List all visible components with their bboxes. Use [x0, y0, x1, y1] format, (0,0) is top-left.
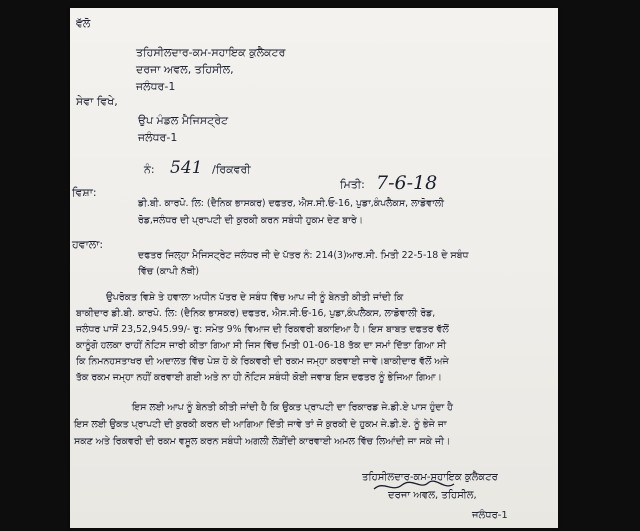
signature-line-1: ਤਹਿਸੀਲਦਾਰ-ਕਮ-ਸਹਾਇਕ ਕੁਲੈਕਟਰ	[362, 472, 498, 483]
para2-line-3: ਸਕਣ ਅਤੇ ਰਿਕਵਰੀ ਦੀ ਰਕਮ ਵਸੂਲ ਕਰਨ ਸਬੰਧੀ ਅਗਲੀ ਲੋੜੀਂਦੀ ਕਾਰਵਾਈ ਅਮਲ ਵਿੱਚ ਲਿਆਂਦੀ ਜਾ ਸਕੇ ਜੀ।	[74, 436, 451, 447]
subject-label: ਵਿਸ਼ਾ:	[72, 186, 97, 199]
from-line-1: ਤਹਿਸੀਲਦਾਰ-ਕਮ-ਸਹਾਇਕ ਕੁਲੈਕਟਰ	[136, 46, 286, 59]
para1-line-3: ਜਲੰਧਰ ਪਾਸੋਂ 23,52,945.99/- ਰੁ: ਸਮੇਤ 9% ਵਿਆਜ ਦੀ ਰਿਕਵਰੀ ਬਕਾਇਆ ਹੈ। ਇਸ ਬਾਬਤ ਦਫਤਰ ਵੱਲੋਂ	[76, 324, 449, 335]
signature-line-2: ਦਰਜਾ ਅਵਲ, ਤਹਿਸੀਲ,	[388, 490, 477, 501]
signature-line-3: ਜਲੰਧਰ-1	[472, 510, 508, 521]
number-suffix: /ਰਿਕਵਰੀ	[212, 163, 251, 176]
letter-number: 541	[170, 158, 203, 178]
para1-line-5: ਕਿ ਨਿਮਨਹਸਤਾਖਰ ਦੀ ਅਦਾਲਤ ਵਿੱਚ ਪੇਸ਼ ਹੋ ਕੇ ਰਿਕਵਰੀ ਦੀ ਰਕਮ ਜਮ੍ਹਾ ਕਰਵਾਈ ਜਾਵੇ।ਬਾਕੀਦਾਰ ਵੱਲੋਂ ਅਜੇ	[76, 356, 449, 367]
number-label: ਨੰ:	[144, 163, 155, 176]
from-line-3: ਜਲੰਧਰ-1	[136, 80, 176, 93]
subject-line-1: ਡੀ.ਬੀ. ਕਾਰਪੋ. ਲਿ: (ਦੈਨਿਕ ਭਾਸਕਰ) ਦਫਤਰ, ਐਸ.ਸੀ.ਓ-16, ਪੁਡਾ,ਕੰਪਲੈਕਸ, ਲਾਡੋਵਾਲੀ	[138, 198, 444, 209]
from-line-2: ਦਰਜਾ ਅਵਲ, ਤਹਿਸੀਲ,	[136, 63, 234, 76]
letter-page	[70, 8, 558, 528]
para1-line-2: ਬਾਕੀਦਾਰ ਡੀ.ਬੀ. ਕਾਰਪੋ. ਲਿ: (ਦੈਨਿਕ ਭਾਸਕਰ) ਦਫਤਰ, ਐਸ.ਸੀ.ਓ-16, ਪੁਡਾ,ਕੰਪਲੈਕਸ, ਲਾਡੋਵਾਲੀ ਰੋਡ,	[76, 308, 436, 319]
to-line-2: ਜਲੰਧਰ-1	[138, 131, 178, 144]
letter-date: 7-6-18	[376, 172, 438, 194]
reference-line-2: ਵਿੱਚ (ਕਾਪੀ ਨੱਥੀ)	[138, 266, 200, 277]
subject-line-2: ਰੋਡ,ਜਲੰਧਰ ਦੀ ਪ੍ਰਾਪਟੀ ਦੀ ਕੁਰਕੀ ਕਰਨ ਸਬੰਧੀ ਹੁਕਮ ਦੇਣ ਬਾਰੇ।	[138, 215, 363, 226]
reference-line-1: ਦਫਤਰ ਜਿਲ੍ਹਾ ਮੈਜਿਸਟ੍ਰੇਟ ਜਲੰਧਰ ਜੀ ਦੇ ਪੱਤਰ ਨੰ: 214(3)ਆਰ.ਸੀ. ਮਿਤੀ 22-5-18 ਦੇ ਸਬੰਧ	[138, 250, 469, 261]
para1-line-6: ਤੱਕ ਰਕਮ ਜਮ੍ਹਾ ਨਹੀਂ ਕਰਵਾਈ ਗਈ ਅਤੇ ਨਾ ਹੀ ਨੋਟਿਸ ਸਬੰਧੀ ਕੋਈ ਜਵਾਬ ਇਸ ਦਫਤਰ ਨੂੰ ਭੇਜਿਆ ਗਿਆ।	[76, 372, 442, 383]
to-label: ਸੇਵਾ ਵਿਖੇ,	[76, 95, 118, 108]
reference-label: ਹਵਾਲਾ:	[72, 238, 104, 251]
para1-line-1: ਉਪਰੋਕਤ ਵਿਸ਼ੇ ਤੇ ਹਵਾਲਾ ਅਧੀਨ ਪੱਤਰ ਦੇ ਸਬੰਧ ਵਿੱਚ ਆਪ ਜੀ ਨੂੰ ਬੇਨਤੀ ਕੀਤੀ ਜਾਂਦੀ ਕਿ	[106, 292, 404, 303]
para2-line-2: ਇਸ ਲਈ ਉਕਤ ਪ੍ਰਾਪਟੀ ਦੀ ਕੁਰਕੀ ਕਰਨ ਦੀ ਆਗਿਆ ਦਿੱਤੀ ਜਾਵੇ ਤਾਂ ਜੋ ਕੁਰਕੀ ਦੇ ਹੁਕਮ ਜੇ.ਡੀ.ਏ. ਨੂੰ ਭੇਜੇ ਜਾ	[74, 419, 447, 430]
from-label: ਵੱਲੋ	[76, 17, 91, 30]
para1-line-4: ਕਾਨੂੰਗੋ ਹਲਕਾ ਰਾਹੀਂ ਨੋਟਿਸ ਜਾਰੀ ਕੀਤਾ ਗਿਆ ਸੀ ਜਿਸ ਵਿੱਚ ਮਿਤੀ 01-06-18 ਤੱਕ ਦਾ ਸਮਾਂ ਦਿੱਤਾ ਗਿਆ ਸੀ	[76, 340, 447, 351]
to-line-1: ਉਪ ਮੰਡਲ ਮੈਜਿਸਟ੍ਰੇਟ	[138, 114, 229, 127]
date-label: ਮਿਤੀ:	[340, 178, 365, 191]
para2-line-1: ਇਸ ਲਈ ਆਪ ਨੂੰ ਬੇਨਤੀ ਕੀਤੀ ਜਾਂਦੀ ਹੈ ਕਿ ਉਕਤ ਪ੍ਰਾਪਟੀ ਦਾ ਰਿਕਾਰਡ ਜੇ.ਡੀ.ਏ ਪਾਸ ਹੁੰਦਾ ਹੈ	[132, 402, 453, 413]
